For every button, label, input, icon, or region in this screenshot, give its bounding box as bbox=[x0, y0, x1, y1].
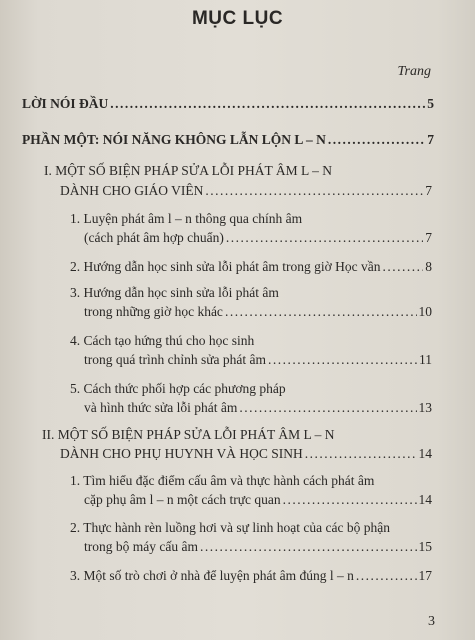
dot-leader bbox=[356, 568, 417, 584]
toc-item-1-5: và hình thức sửa lỗi phát âm ..... 13 bbox=[84, 400, 432, 416]
dot-leader bbox=[305, 446, 417, 462]
dot-leader bbox=[110, 96, 425, 112]
toc-item-1-4-line1: 4. Cách tạo hứng thú cho học sinh bbox=[70, 333, 255, 348]
dot-leader bbox=[383, 259, 424, 275]
dot-leader bbox=[328, 132, 425, 148]
dot-leader bbox=[283, 492, 417, 508]
toc-item-1-5-line1: 5. Cách thức phối hợp các phương pháp bbox=[70, 381, 286, 396]
toc-item-2-2: trong bộ máy cấu âm ..... 15 bbox=[84, 539, 432, 555]
toc-item-1-2: 2. Hướng dẫn học sinh sửa lỗi phát âm trong giờ Học vần ..... 8 bbox=[70, 259, 432, 275]
dot-leader bbox=[225, 304, 417, 320]
toc-item-2-2-line1: 2. Thực hành rèn luồng hơi và sự linh hoạt của các bộ phận bbox=[70, 520, 390, 535]
toc-entry-section1: DÀNH CHO GIÁO VIÊN ..... 7 bbox=[60, 183, 432, 199]
toc-item-1-3: trong những giờ học khác ..... 10 bbox=[84, 304, 432, 320]
dot-leader bbox=[268, 352, 417, 368]
section1-heading-line1: I. MỘT SỐ BIỆN PHÁP SỬA LỖI PHÁT ÂM L – N bbox=[44, 163, 333, 178]
page-number: 3 bbox=[428, 614, 435, 629]
dot-leader bbox=[226, 230, 423, 246]
section2-heading-line1: II. MỘT SỐ BIỆN PHÁP SỬA LỖI PHÁT ÂM L – N bbox=[42, 427, 335, 442]
page-title: MỤC LỤC bbox=[191, 8, 284, 29]
toc-item-1-1-line1: 1. Luyện phát âm l – n thông qua chính âm bbox=[70, 211, 303, 226]
toc-entry-part1: PHẦN MỘT: NÓI NĂNG KHÔNG LẪN LỘN L – N ..... 7 bbox=[22, 132, 434, 148]
toc-entry-section2: DÀNH CHO PHỤ HUYNH VÀ HỌC SINH ..... 14 bbox=[60, 446, 432, 462]
dot-leader bbox=[239, 400, 416, 416]
dot-leader bbox=[200, 539, 417, 555]
toc-item-1-3-line1: 3. Hướng dẫn học sinh sửa lỗi phát âm bbox=[70, 285, 279, 300]
dot-leader bbox=[205, 183, 423, 199]
toc-item-1-4: trong quá trình chỉnh sửa phát âm ..... 11 bbox=[84, 352, 432, 368]
toc-entry-preface: LỜI NÓI ĐẦU ..... 5 bbox=[22, 96, 434, 112]
page-column-label: Trang bbox=[397, 64, 431, 79]
toc-item-2-1-line1: 1. Tìm hiểu đặc điểm cấu âm và thực hành cách phát âm bbox=[70, 473, 375, 488]
toc-item-2-1: cặp phụ âm l – n một cách trực quan ..... 14 bbox=[84, 492, 432, 508]
toc-item-2-3: 3. Một số trò chơi ở nhà để luyện phát âm đúng l – n ..... 17 bbox=[70, 568, 432, 584]
toc-item-1-1: (cách phát âm hợp chuẩn) ..... 7 bbox=[84, 230, 432, 246]
